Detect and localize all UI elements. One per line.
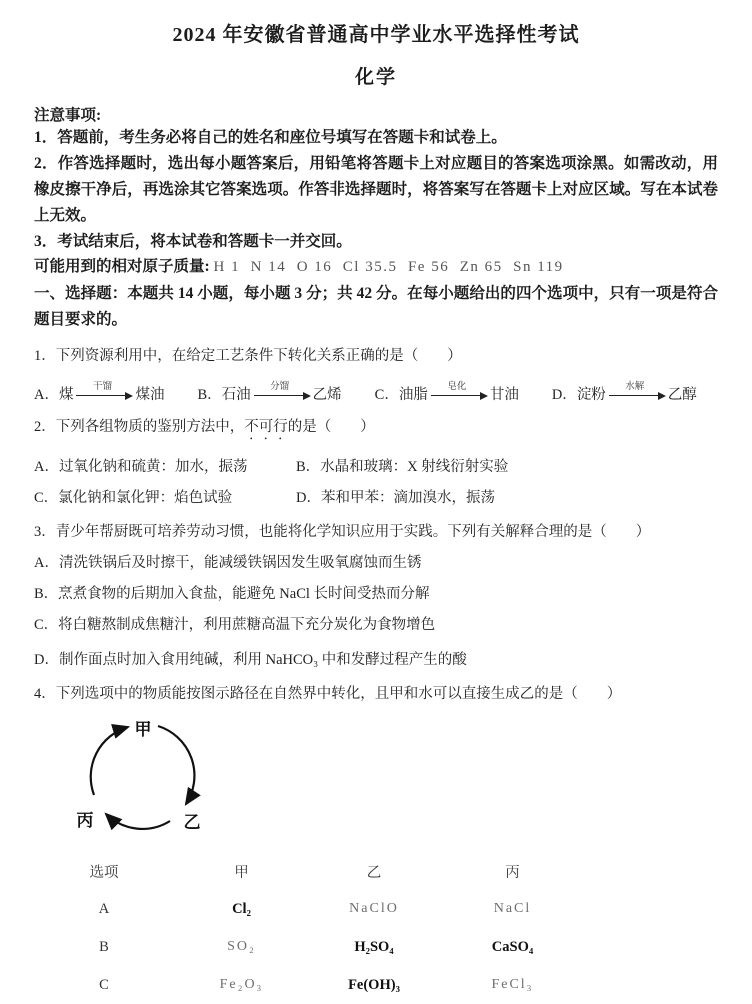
atomic-mass-values: H 1 N 14 O 16 Cl 35.5 Fe 56 Zn 65 Sn 119 xyxy=(213,259,564,275)
column-header: 乙 xyxy=(366,864,382,881)
q3-option-c: C．将白糖熬制成焦糖汁，利用蔗糖高温下充分炭化为食物增色 xyxy=(34,617,436,633)
reaction-arrow-icon xyxy=(431,382,487,401)
reactant: 淀粉 xyxy=(576,387,606,403)
reaction-arrow-icon xyxy=(76,382,132,401)
q1-option-b xyxy=(197,383,341,404)
row-label: C xyxy=(99,976,109,993)
reaction-arrow-icon xyxy=(254,382,310,401)
subject-title: 化学 xyxy=(354,67,397,88)
q2-stem-prefix: 2．下列各组物质的鉴别方法中， xyxy=(34,419,245,435)
column-header: 丙 xyxy=(505,864,520,881)
q2-option-b: B．水晶和玻璃：X 射线衍射实验 xyxy=(296,459,509,475)
q2-option-d: D．苯和甲苯：滴加溴水，振荡 xyxy=(296,490,495,506)
page-title: 2024 年安徽省普通高中学业水平选择性考试 xyxy=(172,24,580,46)
question-1-options xyxy=(34,383,718,404)
formula-cell: FeCl₃ xyxy=(491,977,534,992)
arrow-left-up-icon xyxy=(91,727,128,795)
section-heading: 一、选择题：本题共 14 小题，每小题 3 分；共 42 分。在每小题给出的四个选项中，只有一项是符合题目要求的。 xyxy=(34,285,718,328)
formula-cell: SO₂ xyxy=(227,939,256,954)
question-3-stem: 3．青少年帮厨既可培养劳动习惯，也能将化学知识应用于实践。下列有关解释合理的是（ ） xyxy=(34,524,651,540)
formula-cell: Fe(OH)₃ xyxy=(348,976,400,993)
formula-cell: NaCl xyxy=(493,901,532,916)
notice-item-1: 1．答题前，考生务必将自己的姓名和座位号填写在答题卡和试卷上。 xyxy=(34,129,507,146)
formula-cell: H₂SO₄ xyxy=(354,938,394,955)
arrow-bottom-left-icon xyxy=(106,814,170,829)
question-2-stem xyxy=(34,417,718,443)
reactant: 煤 xyxy=(58,387,74,403)
reaction-arrow-icon xyxy=(609,382,665,401)
formula-cell: Cl₂ xyxy=(232,900,251,917)
q4-table xyxy=(34,852,718,1004)
q2-option-a: A．过氧化钠和硫黄：加水，振荡 xyxy=(34,459,248,475)
formula-cell: Fe₂O₃ xyxy=(219,977,264,992)
atomic-mass-line xyxy=(34,255,718,279)
reactant: 油脂 xyxy=(398,387,428,403)
cycle-diagram-wrap xyxy=(48,711,718,848)
product: 甘油 xyxy=(489,387,519,403)
table-row xyxy=(34,890,718,928)
formula-cell: NaClO xyxy=(349,901,399,916)
question-4-stem: 4．下列选项中的物质能按图示路径在自然界中转化，且甲和水可以直接生成乙的是（ ） xyxy=(34,686,622,702)
column-header: 选项 xyxy=(89,864,119,881)
column-header: 甲 xyxy=(234,864,249,881)
diagram-node-top: 甲 xyxy=(134,720,152,739)
reaction-condition: 水解 xyxy=(625,382,645,392)
diagram-node-right: 乙 xyxy=(183,813,201,832)
q1-option-a xyxy=(34,383,164,404)
product: 乙醇 xyxy=(667,387,697,403)
reaction-condition: 干馏 xyxy=(92,382,112,392)
q1-option-d xyxy=(552,383,697,404)
reactant: 石油 xyxy=(221,387,251,403)
q2-option-c: C．氯化钠和氯化钾：焰色试验 xyxy=(34,490,233,506)
product: 乙烯 xyxy=(312,387,342,403)
row-label: A xyxy=(98,900,110,917)
reaction-condition: 分馏 xyxy=(270,382,290,392)
question-2-options xyxy=(34,456,718,509)
formula-cell: CaSO₄ xyxy=(491,938,534,955)
notice-heading: 注意事项: xyxy=(34,107,102,124)
table-header-row xyxy=(34,852,718,890)
notice-item-2: 2．作答选择题时，选出每小题答案后，用铅笔将答题卡上对应题目的答案选项涂黑。如需改动，用橡皮擦干净后，再选涂其它答案选项。作答非选择题时，将答案写在答题卡上对应区域。写在本试卷上无效。 xyxy=(34,155,718,224)
product: 煤油 xyxy=(135,387,165,403)
option-label: D． xyxy=(551,387,577,403)
reaction-condition: 皂化 xyxy=(447,382,467,392)
q1-option-c xyxy=(375,383,519,404)
q3-option-d: D．制作面点时加入食用纯碱，利用 NaHCO₃ 中和发酵过程产生的酸 xyxy=(34,652,467,668)
option-label: B． xyxy=(197,387,222,403)
table-row xyxy=(34,928,718,966)
option-label: A． xyxy=(34,387,59,403)
cycle-diagram xyxy=(48,711,238,843)
diagram-node-left: 丙 xyxy=(76,811,94,830)
q2-stem-emphasis: 不可行 xyxy=(244,419,288,435)
table-row xyxy=(34,966,718,1004)
q2-stem-suffix: 的是（ ） xyxy=(287,419,375,435)
atomic-mass-label: 可能用到的相对原子质量: xyxy=(34,258,210,275)
arrow-right-down-icon xyxy=(158,726,194,804)
q3-option-b: B．烹煮食物的后期加入食盐，能避免 NaCl 长时间受热而分解 xyxy=(34,586,430,602)
notice-item-3: 3．考试结束后，将本试卷和答题卡一并交回。 xyxy=(34,233,352,250)
option-label: C． xyxy=(374,387,399,403)
row-label: B xyxy=(99,938,109,955)
q3-option-a: A．清洗铁锅后及时擦干，能减缓铁锅因发生吸氧腐蚀而生锈 xyxy=(34,555,422,571)
question-1-stem: 1．下列资源利用中，在给定工艺条件下转化关系正确的是（ ） xyxy=(34,348,462,364)
